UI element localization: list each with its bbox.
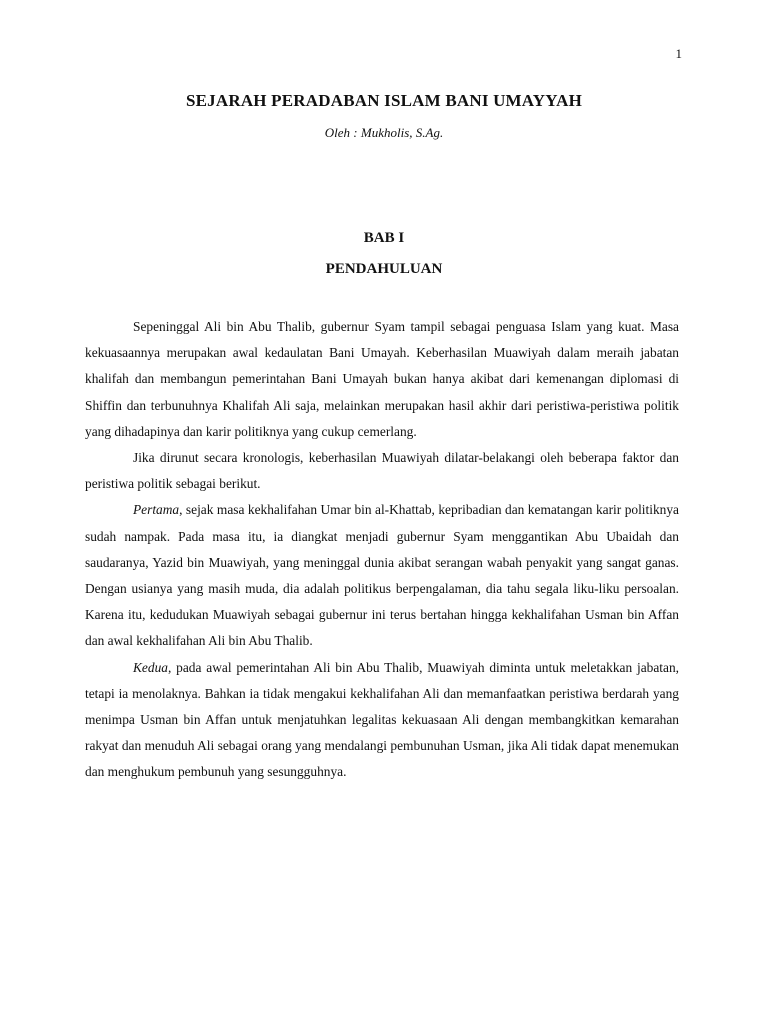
paragraph [85, 655, 679, 786]
paragraph [85, 497, 679, 654]
paragraph-text: Jika dirunut secara kronologis, keberhasilan Muawiyah dilatar-belakangi oleh beberapa faktor dan peristiwa politik sebagai berikut. [85, 450, 679, 492]
body-text [85, 314, 679, 786]
paragraph [85, 445, 679, 497]
paragraph-lead: Pertama [133, 502, 180, 518]
paragraph-text: , sejak masa kekhalifahan Umar bin al-Khattab, kepribadian dan kematangan karir politiknya sudah nampak. Pada masa itu, ia diangkat menjadi gubernur Syam menggantikan Abu Ubaidah dan saudaranya, Yazid bin Muawiyah, yang meninggal dunia akibat serangan wabah penyakit yang sangat ganas. Dengan usianya yang masih muda, dia adalah politikus berpengalaman, dia tahu segala liku-liku persoalan. Karena itu, kedudukan Muawiyah sebagai gubernur ini terus bertahan hingga kekhalifahan Usman bin Affan dan awal kekhalifahan Ali bin Abu Thalib. [85, 502, 679, 649]
paragraph-text: , pada awal pemerintahan Ali bin Abu Thalib, Muawiyah diminta untuk meletakkan jabatan, tetapi ia menolaknya. Bahkan ia tidak mengakui kekhalifahan Ali dan memanfaatkan peristiwa berdarah yang menimpa Usman bin Affan untuk menjatuhkan legalitas kekuasaan Ali dengan membangkitkan kemarahan rakyat dan menuduh Ali sebagai orang yang mendalangi pembunuhan Usman, jika Ali tidak dapat menemukan dan menghukum pembunuh yang sesungguhnya. [85, 659, 679, 780]
paragraph-text: Sepeninggal Ali bin Abu Thalib, gubernur Syam tampil sebagai penguasa Islam yang kuat. Masa kekuasaannya merupakan awal kedaulatan Bani Umayah. Keberhasilan Muawiyah dalam meraih jabatan khalifah dan membangun pemerintahan Bani Umayah bukan hanya akibat dari kemenangan diplomasi di Shiffin dan terbunuhnya Khalifah Ali saja, melainkan merupakan hasil akhir dari peristiwa-peristiwa politik yang dihadapinya dan karir politiknya yang cukup cemerlang. [85, 319, 679, 439]
page-number: 1 [675, 46, 682, 61]
paragraph [85, 314, 679, 445]
chapter-heading: BAB I [363, 230, 405, 246]
document-author: Oleh : Mukholis, S.Ag. [324, 125, 444, 140]
chapter-title: PENDAHULUAN [325, 261, 443, 277]
paragraph-lead: Kedua [133, 659, 168, 675]
document-title: SEJARAH PERADABAN ISLAM BANI UMAYYAH [185, 91, 583, 110]
